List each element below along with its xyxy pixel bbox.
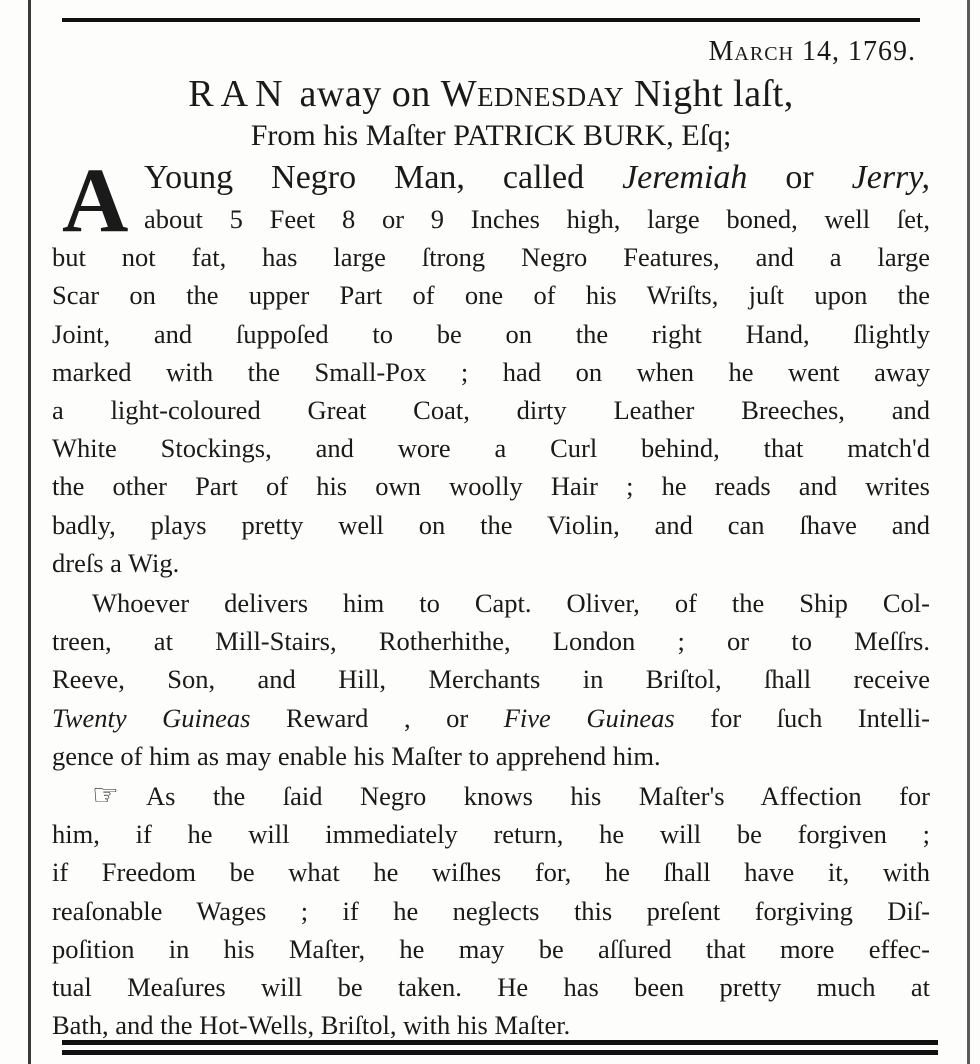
para3-line-5: poſition in his Maſter, he may be aſſured that more effec- bbox=[52, 933, 930, 964]
para2-line-5: gence of him as may enable his Maſter to apprehend him. bbox=[52, 740, 661, 771]
para1-line-7: a light-coloured Great Coat, dirty Leather Breeches, and bbox=[52, 395, 930, 426]
para1-line-11: dreſs a Wig. bbox=[52, 547, 180, 578]
reward-five-guineas: Five Guineas bbox=[503, 702, 675, 733]
headline-away: away on bbox=[289, 73, 441, 115]
para1-line-4: Scar on the upper Part of one of his Wriſts, juſt upon the bbox=[52, 280, 930, 311]
name-jerry: Jerry, bbox=[851, 159, 930, 196]
headline-ran: RAN bbox=[188, 73, 290, 115]
para1-line-6: marked with the Small-Pox ; had on when he went away bbox=[52, 356, 930, 387]
headline-day: Wednesday bbox=[440, 73, 625, 115]
para1-line-5: Joint, and ſuppoſed to be on the right Hand, ſlightly bbox=[52, 318, 930, 349]
dateline: March 14, 1769. bbox=[708, 36, 916, 67]
para2-line-4-b: Reward , or bbox=[250, 702, 504, 733]
para1-line-10: badly, plays pretty well on the Violin, and can ſhave and bbox=[52, 509, 930, 540]
para1-line-1 bbox=[52, 156, 930, 200]
page-left-border bbox=[28, 0, 31, 1064]
para3-line-2: him, if he will immediately return, he will be forgiven ; bbox=[52, 819, 930, 850]
para3-line-6: tual Meaſures will be taken. He has been pretty much at bbox=[52, 972, 930, 1003]
para1-line-1-a: Young Negro Man, called bbox=[144, 159, 623, 196]
para1-line-1-or: or bbox=[747, 159, 852, 196]
name-jeremiah: Jeremiah bbox=[622, 159, 748, 196]
reward-twenty-guineas: Twenty Guineas bbox=[52, 702, 251, 733]
forgiveness-paragraph bbox=[52, 777, 930, 1044]
advertisement bbox=[52, 30, 930, 1044]
para3-line-4: reaſonable Wages ; if he neglects this preſent forgiving Diſ- bbox=[52, 895, 930, 926]
headline bbox=[52, 72, 930, 116]
subline-master-name: PATRICK BURK, bbox=[453, 119, 674, 152]
para2-line-3: Reeve, Son, and Hill, Merchants in Briſtol, ſhall receive bbox=[52, 664, 930, 695]
bottom-rule-2 bbox=[62, 1050, 938, 1055]
headline-night: Night laſt, bbox=[624, 73, 794, 115]
para3-line-7: Bath, and the Hot-Wells, Briſtol, with his Maſter. bbox=[52, 1010, 571, 1041]
para2-line-1: Whoever delivers him to Capt. Oliver, of the Ship Col- bbox=[92, 588, 930, 619]
subheadline bbox=[52, 116, 930, 156]
subline-from: From his Maſter bbox=[250, 119, 454, 152]
para1-line-2: about 5 Feet 8 or 9 Inches high, large boned, well ſet, bbox=[144, 204, 930, 234]
top-rule bbox=[62, 18, 920, 22]
para2-line-4-d: for ſuch Intelli- bbox=[674, 702, 930, 733]
para1-line-8: White Stockings, and wore a Curl behind, that match'd bbox=[52, 433, 930, 464]
para2-line-4 bbox=[52, 699, 930, 737]
para1-line-3: but not fat, has large ſtrong Negro Features, and a large bbox=[52, 242, 930, 273]
description-paragraph bbox=[52, 149, 930, 582]
drop-cap: A bbox=[62, 149, 129, 251]
reward-paragraph bbox=[52, 584, 930, 775]
manicule-icon: ☞ bbox=[92, 779, 119, 813]
para3-line-1 bbox=[52, 777, 930, 815]
subline-esq: Eſq; bbox=[673, 119, 732, 152]
para1-line-9: the other Part of his own woolly Hair ; he reads and writes bbox=[52, 471, 930, 502]
para3-line-3: if Freedom be what he wiſhes for, he ſhall have it, with bbox=[52, 857, 930, 888]
para3-line-1-text: As the ſaid Negro knows his Maſter's Affection for bbox=[146, 781, 930, 812]
para2-line-2: treen, at Mill-Stairs, Rotherhithe, London ; or to Meſſrs. bbox=[52, 626, 930, 657]
page-right-border bbox=[967, 0, 970, 1064]
